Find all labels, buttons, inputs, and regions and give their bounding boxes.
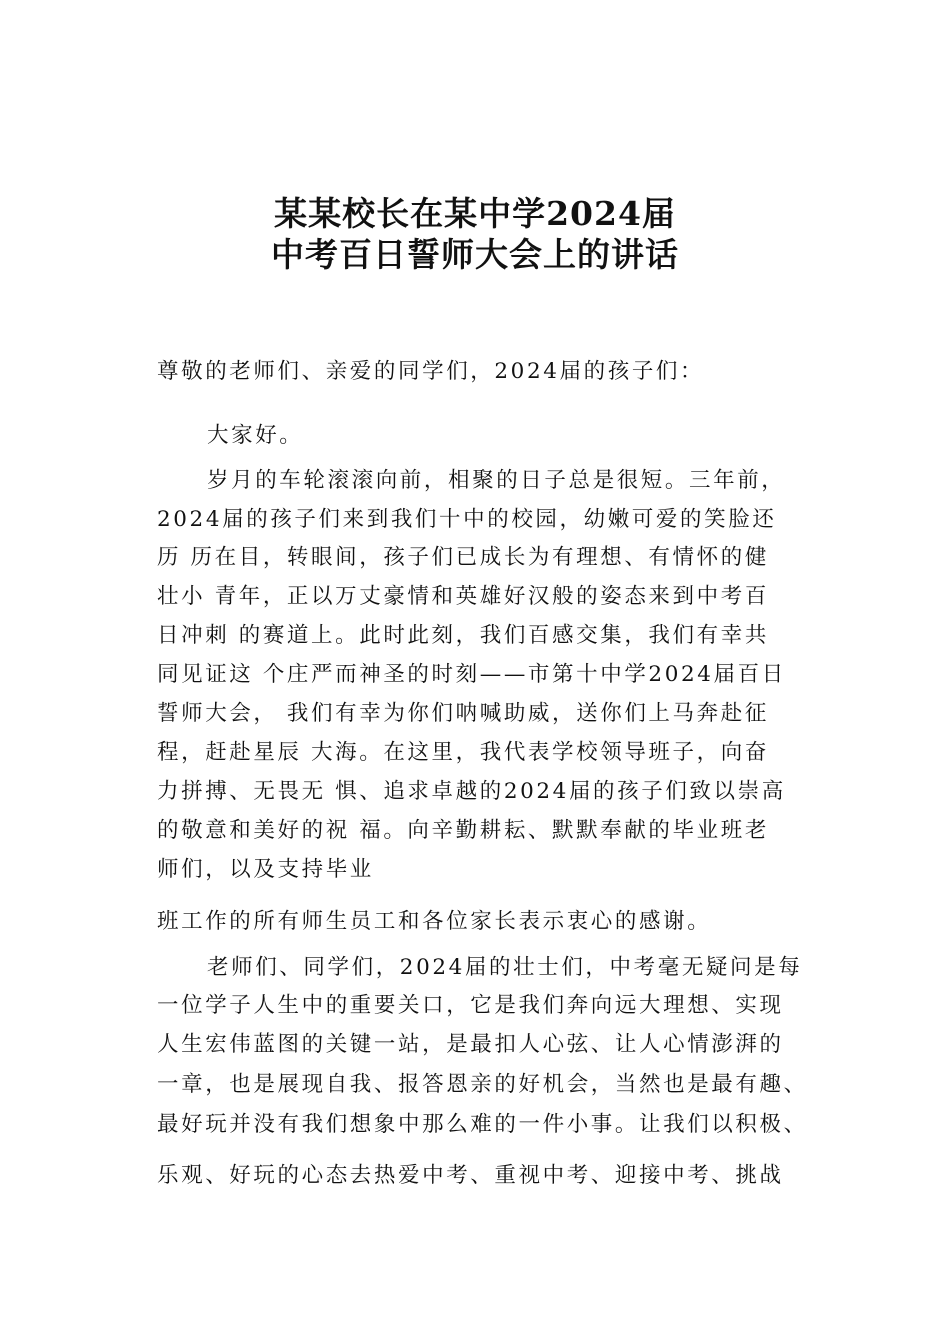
body-text-line: 程，赶赴星辰 大海。在这里，我代表学校领导班子，向奋 <box>157 740 769 765</box>
body-text-line: 最好玩并没有我们想象中那么难的一件小事。让我们以积极、 <box>157 1112 808 1137</box>
body-text-line: 壮小 青年，正以万丈豪情和英雄好汉般的姿态来到中考百 <box>157 584 769 609</box>
body-text-line: 历 历在目，转眼间，孩子们已成长为有理想、有情怀的健 <box>157 545 769 570</box>
body-text-line: 一章，也是展现自我、报答恩亲的好机会，当然也是最有趣、 <box>157 1072 808 1097</box>
body-text-line: 力拼搏、无畏无 惧、追求卓越的2024届的孩子们致以崇高 <box>157 779 786 804</box>
document-title-line-2: 中考百日誓师大会上的讲话 <box>271 235 679 274</box>
body-text-line: 人生宏伟蓝图的关键一站，是最扣人心弦、让人心情澎湃的 <box>157 1032 784 1057</box>
body-text-line: 日冲刺 的赛道上。此时此刻，我们百感交集，我们有幸共 <box>157 623 769 648</box>
body-text-line: 岁月的车轮滚滚向前，相聚的日子总是很短。三年前， <box>207 468 786 493</box>
greeting-line: 大家好。 <box>207 423 304 448</box>
body-text-line: 老师们、同学们，2024届的壮士们，中考毫无疑问是每 <box>207 955 803 980</box>
body-text-line: 的敬意和美好的祝 福。向辛勤耕耘、默默奉献的毕业班老 <box>157 818 769 843</box>
salutation-line: 尊敬的老师们、亲爱的同学们，2024届的孩子们： <box>157 359 705 384</box>
body-text-line: 2024届的孩子们来到我们十中的校园，幼嫩可爱的笑脸还 <box>157 507 777 532</box>
body-text-line: 师们，以及支持毕业 <box>157 857 374 882</box>
document-title-line-1: 某某校长在某中学2024届 <box>274 194 676 233</box>
body-text-line: 誓师大会， 我们有幸为你们呐喊助威，送你们上马奔赴征 <box>157 701 769 726</box>
body-text-line: 班工作的所有师生员工和各位家长表示衷心的感谢。 <box>157 909 712 934</box>
body-text-line: 乐观、好玩的心态去热爱中考、重视中考、迎接中考、挑战 <box>157 1163 784 1188</box>
body-text-line: 同见证这 个庄严而神圣的时刻——市第十中学2024届百日 <box>157 662 786 687</box>
body-text-line: 一位学子人生中的重要关口，它是我们奔向远大理想、实现 <box>157 993 784 1018</box>
